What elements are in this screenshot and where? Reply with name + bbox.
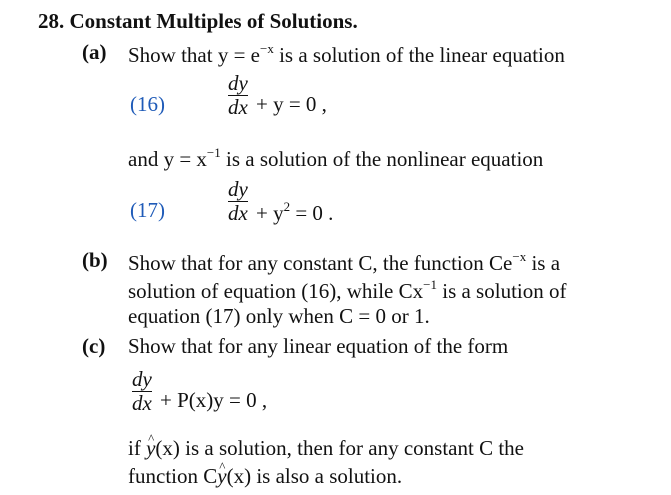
- part-a-line-2: and $y = x^{-1}$ is a solution of the nonlinear equation: [128, 145, 544, 171]
- y-hat: ^ y: [217, 466, 226, 487]
- equation-c-fraction: [132, 369, 152, 413]
- fraction-denominator: dx: [228, 95, 248, 119]
- equation-16-fraction: [228, 73, 248, 117]
- fraction-numerator: dy: [228, 71, 248, 95]
- part-b-label: (b): [82, 248, 108, 272]
- fraction-numerator: dy: [228, 177, 248, 201]
- part-c-line-1: Show that for any linear equation of the form: [128, 334, 509, 358]
- equation-17-rest: + $y^2 = 0$ .: [256, 199, 334, 225]
- part-c-label: (c): [82, 334, 106, 358]
- part-b-line-2: solution of equation (16), while $Cx^{-1}$ is a solution of: [128, 277, 567, 303]
- part-c-line-3: function C^ y(x) is also a solution.: [128, 466, 402, 487]
- part-a-label: (a): [82, 40, 107, 64]
- part-c-line-2: if ^ y(x) is a solution, then for any constant C the: [128, 438, 524, 459]
- equation-c-rest: + P(x)y = 0 ,: [160, 388, 268, 412]
- part-b-line-1: Show that for any constant C, the function $Ce^{-x}$ is a: [128, 249, 561, 275]
- equation-17-number: (17): [130, 198, 165, 222]
- part-b-line-3: equation (17) only when C = 0 or 1.: [128, 304, 430, 328]
- y-hat: ^ y: [146, 438, 155, 459]
- fraction-numerator: dy: [132, 367, 152, 391]
- equation-16-rest: + y = 0 ,: [256, 92, 327, 116]
- equation-17-fraction: [228, 179, 248, 223]
- equation-16-number: (16): [130, 92, 165, 116]
- fraction-denominator: dx: [132, 391, 152, 415]
- part-a-line-1: Show that $y = e^{-x}$ is a solution of the linear equation: [128, 41, 565, 67]
- problem-number: 28.: [38, 9, 65, 33]
- problem-header: [38, 11, 358, 32]
- fraction-denominator: dx: [228, 201, 248, 225]
- problem-title: Constant Multiples of Solutions.: [69, 9, 358, 33]
